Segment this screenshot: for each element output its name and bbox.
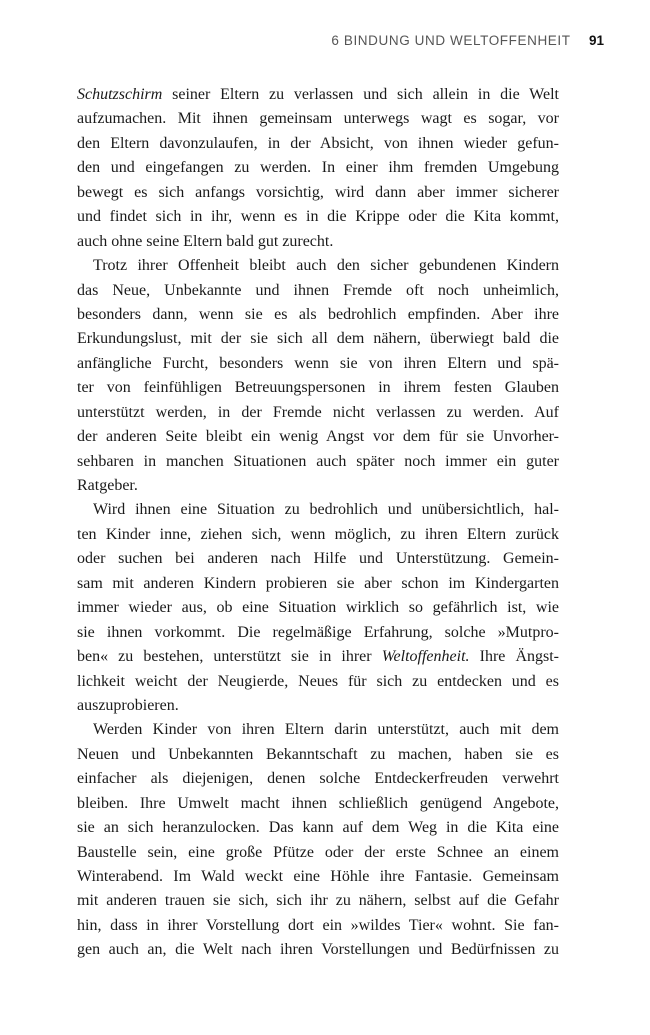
text-line	[77, 938, 559, 962]
text-line	[77, 279, 559, 303]
text-line	[77, 889, 559, 913]
line-text: ten Kinder inne, ziehen sich, wenn möglich, zu ihren Eltern zurück	[77, 525, 559, 543]
line-text: und findet sich in ihr, wenn es in die Krippe oder die Kita kommt,	[77, 208, 559, 226]
text-line	[77, 376, 559, 400]
line-text: bleiben. Ihre Umwelt macht ihnen schließlich genügend Angebote,	[77, 794, 559, 812]
text-line	[77, 865, 559, 889]
page-number: 91	[588, 33, 604, 48]
line-text: hin, dass in ihrer Vorstellung dort ein »wildes Tier« wohnt. Sie fan-	[77, 916, 559, 934]
line-text: ben« zu bestehen, unterstützt sie in ihrer	[77, 648, 382, 666]
body-text	[77, 83, 559, 963]
text-line	[77, 816, 559, 840]
text-line	[77, 156, 559, 180]
line-text: sie ihnen vorkommt. Die regelmäßige Erfahrung, solche »Mutpro-	[77, 623, 559, 641]
text-line	[77, 670, 559, 694]
text-line	[77, 523, 559, 547]
line-text: oder suchen bei anderen nach Hilfe und Unterstützung. Gemein-	[77, 550, 559, 568]
line-text: aufzumachen. Mit ihnen gemeinsam unterwegs wagt es sogar, vor	[77, 110, 559, 128]
text-line	[77, 181, 559, 205]
text-line	[77, 327, 559, 351]
line-text: auch ohne seine Eltern bald gut zurecht.	[77, 232, 334, 250]
text-line	[77, 547, 559, 571]
emphasis-text: Weltoffenheit.	[381, 648, 470, 666]
line-text: Neuen und Unbekannten Bekanntschaft zu machen, haben sie es	[77, 745, 559, 763]
line-text: gen auch an, die Welt nach ihren Vorstellungen und Bedürfnissen zu	[77, 941, 559, 959]
line-text: bewegt es sich anfangs vorsichtig, wird dann aber immer sicherer	[77, 183, 559, 201]
line-text: sehbaren in manchen Situationen auch später noch immer ein guter	[77, 452, 559, 470]
text-line	[77, 718, 559, 742]
chapter-title: 6 BINDUNG UND WELTOFFENHEIT	[331, 33, 571, 48]
line-text: seiner Eltern zu verlassen und sich allein in die Welt	[162, 86, 559, 103]
text-line	[77, 621, 559, 645]
line-text: den Eltern davonzulaufen, in der Absicht, von ihnen wieder gefun-	[77, 134, 559, 152]
line-text: immer wieder aus, ob eine Situation wirklich so gefährlich ist, wie	[77, 599, 559, 617]
line-text: Wird ihnen eine Situation zu bedrohlich und unübersichtlich, hal-	[93, 501, 559, 519]
text-line	[77, 767, 559, 791]
text-line	[77, 230, 559, 254]
line-text: das Neue, Unbekannte und ihnen Fremde oft noch unheimlich,	[77, 281, 559, 299]
text-line	[77, 474, 559, 498]
line-text: Werden Kinder von ihren Eltern darin unterstützt, auch mit dem	[93, 721, 559, 739]
line-text: der anderen Seite bleibt ein wenig Angst vor dem für sie Unvorher-	[77, 428, 559, 446]
emphasis-text: Schutzschirm	[77, 86, 163, 103]
text-line	[77, 694, 559, 718]
text-line	[77, 792, 559, 816]
line-text: lichkeit weicht der Neugierde, Neues für sich zu entdecken und es	[77, 672, 559, 690]
text-line	[77, 596, 559, 620]
line-text: Ratgeber.	[77, 477, 138, 494]
text-line	[77, 132, 559, 156]
line-text: Erkundungslust, mit der sie sich all dem nähern, überwiegt bald die	[77, 330, 559, 348]
text-line	[77, 83, 559, 107]
line-text: Trotz ihrer Offenheit bleibt auch den sicher gebundenen Kindern	[93, 257, 559, 275]
text-line	[77, 254, 559, 278]
line-text: auszuprobieren.	[77, 696, 179, 714]
text-line	[77, 743, 559, 767]
line-text: besonders dann, wenn sie es als bedrohlich empfinden. Aber ihre	[77, 305, 559, 323]
line-text: den und eingefangen zu werden. In einer ihm fremden Umgebung	[77, 159, 559, 177]
line-text: anfängliche Furcht, besonders wenn sie von ihren Eltern und spä-	[77, 354, 559, 372]
text-line	[77, 572, 559, 596]
text-line	[77, 107, 559, 131]
text-line	[77, 425, 559, 449]
text-line	[77, 450, 559, 474]
text-line	[77, 205, 559, 229]
text-line	[77, 401, 559, 425]
text-line	[77, 914, 559, 938]
line-text: mit anderen trauen sie sich, sich ihr zu nähern, selbst auf die Gefahr	[77, 892, 559, 910]
text-line	[77, 303, 559, 327]
line-text: ter von feinfühligen Betreuungspersonen in ihrem festen Glauben	[77, 379, 559, 397]
line-text: einfacher als diejenigen, denen solche Entdeckerfreuden verwehrt	[77, 770, 559, 788]
text-line	[77, 352, 559, 376]
line-text: sam mit anderen Kindern probieren sie aber schon im Kindergarten	[77, 574, 559, 592]
text-line	[77, 841, 559, 865]
text-line	[77, 498, 559, 522]
line-text: Ihre Ängst-	[469, 648, 559, 666]
line-text: Winterabend. Im Wald weckt eine Höhle ihre Fantasie. Gemeinsam	[77, 868, 559, 885]
line-text: sie an sich heranzulocken. Das kann auf dem Weg in die Kita eine	[77, 819, 559, 837]
line-text: Baustelle sein, eine große Pfütze oder der erste Schnee an einem	[77, 843, 559, 861]
running-header	[331, 33, 604, 48]
line-text: unterstützt werden, in der Fremde nicht verlassen zu werden. Auf	[77, 403, 559, 421]
text-line	[77, 645, 559, 669]
